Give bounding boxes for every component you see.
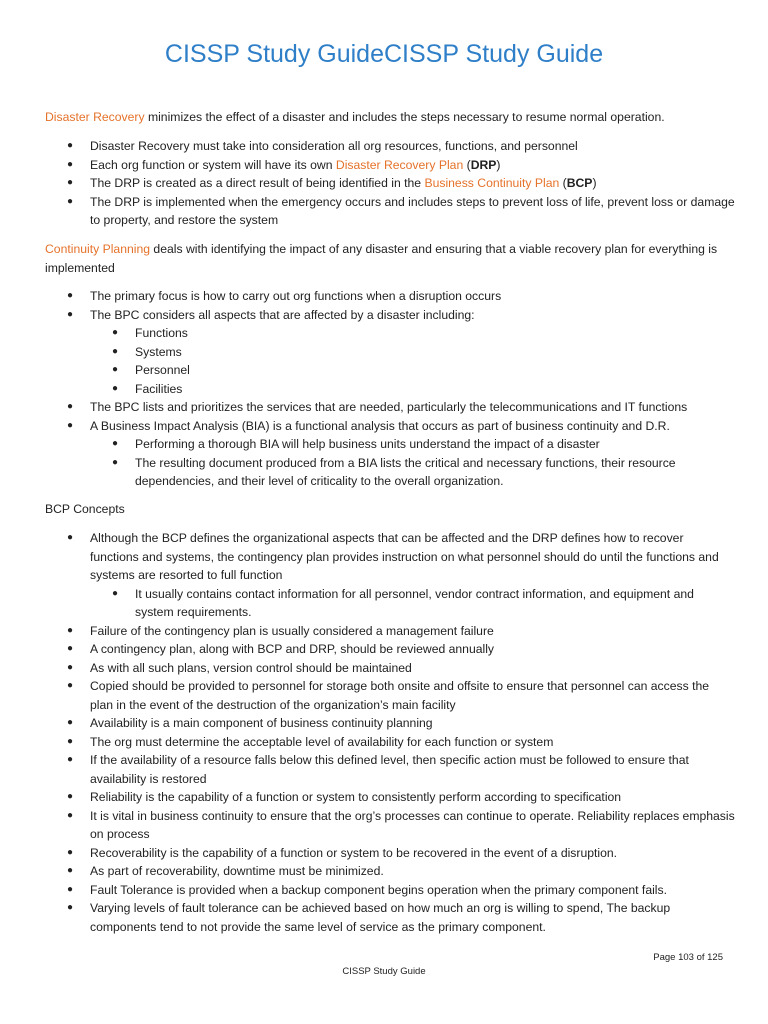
bullet-icon: ● (112, 327, 119, 338)
bullet-icon: ● (67, 865, 74, 876)
list-item: ● If the availability of a resource falls below this defined level, then specific action must be followed to ensure that availability is restored (67, 753, 689, 786)
bcp-concepts-heading: BCP Concepts (45, 502, 125, 516)
bullet-icon: ● (67, 680, 74, 691)
disaster-recovery-list (45, 137, 735, 230)
bullet-icon: ● (67, 883, 74, 895)
list-item: ● The BPC considers all aspects that are affected by a disaster including: (45, 306, 735, 325)
list-item: ● Fault Tolerance is provided when a backup component begins operation when the primary component fails. (45, 881, 735, 900)
list-item: ● A Business Impact Analysis (BIA) is a functional analysis that occurs as part of business continuity and D.R. (45, 417, 735, 436)
bcp-term: Business Continuity Plan (424, 176, 560, 190)
bullet-icon: ● (67, 419, 74, 431)
list-item: ● Availability is a main component of business continuity planning (45, 714, 735, 733)
bullet-icon: ● (112, 456, 119, 468)
list-item: ● The primary focus is how to carry out org functions when a disruption occurs (45, 287, 735, 306)
continuity-planning-intro-text: deals with identifying the impact of any disaster and ensuring that a viable recovery plan for everything is implemented (45, 242, 718, 275)
continuity-planning-intro (45, 240, 730, 277)
bullet-icon: ● (67, 401, 74, 412)
list-item: ● Disaster Recovery must take into consideration all org resources, functions, and personnel (45, 137, 735, 156)
bullet-icon: ● (67, 902, 74, 913)
bullet-icon: ● (112, 438, 119, 449)
disaster-recovery-intro (45, 108, 730, 127)
list-item: ● Recoverability is the capability of a function or system to be recovered in the event of a disruption. (45, 844, 735, 863)
list-item: ● The DRP is created as a direct result of being identified in the Business Continuity Plan (BCP) (45, 174, 735, 193)
bcp-abbr: BCP (566, 176, 593, 190)
bullet-icon: ● (67, 735, 74, 747)
sub-list-item: ● It usually contains contact information for all personnel, vendor contract information, and equipment and system requirements. (112, 586, 694, 619)
list-item: ● The BPC lists and prioritizes the services that are needed, particularly the telecommunications and IT functions (45, 398, 735, 417)
bullet-icon: ● (112, 587, 119, 599)
page-title: CISSP Study GuideCISSP Study Guide (164, 40, 604, 68)
sub-list-item: ● Facilities (45, 380, 735, 399)
list-item: ● The DRP is implemented when the emergency occurs and includes steps to prevent loss of life, prevent loss or damage to property, and restore the system (67, 194, 735, 227)
list-item: ● Although the BCP defines the organizational aspects that can be affected and the DRP defines how to recover functions and systems, the contingency plan provides instruction on what personnel should do until the functions and systems are resorted to full function (67, 531, 719, 582)
bullet-icon: ● (67, 308, 74, 320)
list-item: ● It is vital in business continuity to ensure that the org’s processes can continue to operate. Reliability replaces emphasis on process (67, 808, 735, 841)
continuity-planning-list (45, 287, 735, 491)
sub-list-item: ● Systems (45, 343, 735, 362)
drp-term: Disaster Recovery Plan (335, 157, 464, 172)
bullet-icon: ● (67, 290, 74, 301)
list-item: ● Failure of the contingency plan is usually considered a management failure (45, 622, 735, 641)
list-item: ● Varying levels of fault tolerance can be achieved based on how much an org is willing to spend, The backup components tend to not provide the same level of service as the primary component. (67, 901, 671, 934)
bullet-icon: ● (67, 177, 74, 188)
sub-list-item: ● The resulting document produced from a BIA lists the critical and necessary functions, their resource dependencies, and their level of criticality to the overall organization. (112, 455, 676, 488)
bullet-icon: ● (67, 643, 74, 654)
disaster-recovery-intro-text: minimizes the effect of a disaster and includes the steps necessary to resume normal operation. (144, 110, 665, 124)
bullet-icon: ● (67, 661, 74, 673)
bullet-icon: ● (112, 364, 119, 375)
bullet-icon: ● (67, 195, 74, 207)
bcp-concepts-list (45, 529, 735, 936)
sub-list-item: ● Functions (45, 324, 735, 343)
sub-list-item: ● Personnel (45, 361, 735, 380)
sub-list-item: ● Performing a thorough BIA will help business units understand the impact of a disaster (45, 435, 735, 454)
bullet-icon: ● (67, 532, 74, 543)
bullet-icon: ● (67, 158, 74, 170)
bullet-icon: ● (67, 624, 74, 636)
list-item: ● As with all such plans, version control should be maintained (45, 659, 735, 678)
bullet-icon: ● (67, 846, 74, 858)
bullet-icon: ● (67, 140, 74, 151)
bullet-icon: ● (67, 809, 74, 821)
page-number: Page 103 of 125 (653, 952, 723, 963)
list-item: ● Reliability is the capability of a function or system to consistently perform according to specification (45, 788, 735, 807)
list-item: ● The org must determine the acceptable level of availability for each function or system (45, 733, 735, 752)
footer-title: CISSP Study Guide (342, 966, 426, 977)
list-item: ● Copied should be provided to personnel for storage both onsite and offsite to ensure that personnel can access the plan in the event of the destruction of the organization’s main facility (67, 679, 710, 712)
bullet-icon: ● (112, 382, 119, 394)
bullet-icon: ● (67, 791, 74, 802)
bullet-icon: ● (67, 754, 74, 765)
disaster-recovery-term: Disaster Recovery (45, 110, 145, 124)
list-item: ● A contingency plan, along with BCP and DRP, should be reviewed annually (45, 640, 735, 659)
bullet-icon: ● (112, 345, 119, 357)
drp-abbr: DRP (470, 157, 497, 172)
list-item: ● As part of recoverability, downtime must be minimized. (45, 862, 735, 881)
list-item: ● Each org function or system will have its own Disaster Recovery Plan (DRP) (45, 156, 735, 175)
bullet-icon: ● (67, 717, 74, 728)
continuity-planning-term: Continuity Planning (45, 242, 151, 256)
